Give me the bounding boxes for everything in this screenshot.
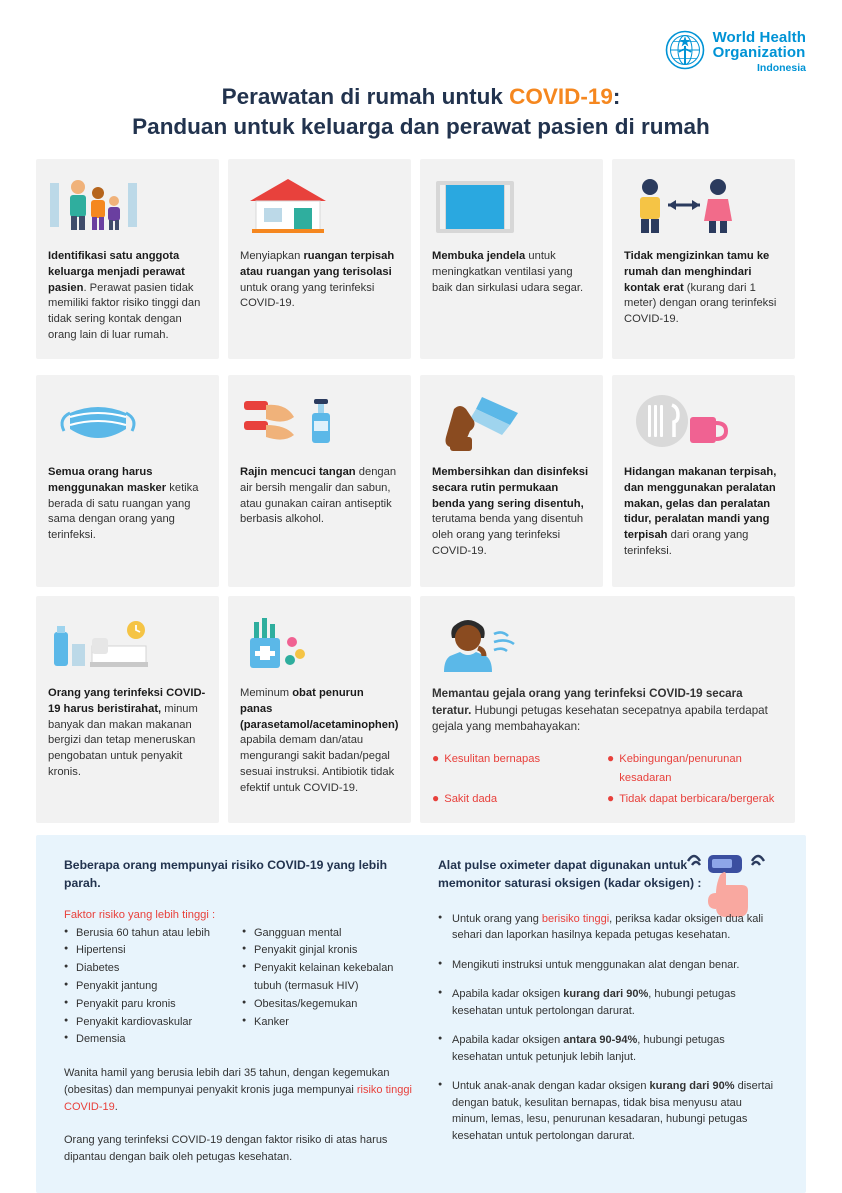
list-item: ● Gangguan mental [242, 925, 412, 943]
header [36, 0, 806, 78]
list-item: ● Kanker [242, 1014, 412, 1032]
symptom-item: ● Kesulitan bernapas [432, 748, 607, 788]
monitor-text: Memantau gejala orang yang terinfeksi COVID-19 secara teratur. Hubungi petugas kesehatan secepatnya apabila terdapat gejala yang membahayakan: [432, 686, 768, 734]
list-item: ● Penyakit kardiovaskular [64, 1014, 224, 1032]
who-line1: World Health [712, 29, 806, 46]
list-item: ● Hipertensi [64, 942, 224, 960]
title-line-1 [36, 82, 806, 112]
who-emblem-icon [665, 30, 705, 70]
title-part-b: : [612, 84, 621, 109]
title-covid: COVID-19 [509, 84, 613, 109]
list-item: ● Diabetes [64, 960, 224, 978]
face-mask-icon [48, 387, 207, 453]
list-item: ● Berusia 60 tahun atau lebih [64, 925, 224, 943]
list-item: ● Penyakit paru kronis [64, 996, 224, 1014]
risk-lists [64, 925, 412, 1050]
card-open-window [420, 159, 603, 359]
card-medicine [228, 596, 411, 823]
oximeter-title: Alat pulse oximeter dapat digunakan untuk memonitor saturasi oksigen (kadar oksigen) : [438, 858, 702, 890]
card-mask [36, 375, 219, 587]
who-logo [665, 30, 806, 73]
separate-room-house-icon [240, 171, 399, 237]
title-line-2: Panduan untuk keluarga dan perawat pasien di rumah [132, 114, 710, 140]
cards-row-2 [36, 375, 806, 587]
card-medicine-text: Meminum obat penurun panas (parasetamol/acetaminophen) apabila demam dan/atau mengurangi sakit badan/pegal sesuai instruksi. Antibiotik tidak efektif untuk COVID-19. [240, 686, 399, 795]
risk-list-2 [242, 925, 412, 1050]
bullet-icon: ● [432, 751, 440, 766]
list-item: ● Untuk orang yang berisiko tinggi, periksa kadar oksigen dua kali sehari dan laporkan hasilnya kepada petugas kesehatan. [438, 911, 778, 944]
oximeter-column [438, 857, 778, 1166]
cards-row-1 [36, 159, 806, 359]
risk-title: Beberapa orang mempunyai risiko COVID-19 yang lebih parah. [64, 858, 388, 890]
list-item: ● Penyakit jantung [64, 978, 224, 996]
list-item: ● Penyakit ginjal kronis [242, 942, 412, 960]
symptom-item: ● Kebingungan/penurunan kesadaran [607, 748, 783, 788]
card-separate-room-text: Menyiapkan ruangan terpisah atau ruangan yang terisolasi untuk orang yang terinfeksi COVID-19. [240, 249, 395, 310]
medicine-fever-icon [240, 608, 399, 674]
card-no-visitors [612, 159, 795, 359]
card-rest [36, 596, 219, 823]
card-no-visitors-text: Tidak mengizinkan tamu ke rumah dan menghindari kontak erat (kurang dari 1 meter) dengan orang terinfeksi COVID-19. [624, 249, 777, 326]
risk-list-1 [64, 925, 224, 1050]
oximeter-list [438, 911, 778, 1145]
list-item: ● Penyakit kelainan kekebalan tubuh (termasuk HIV) [242, 960, 412, 996]
handwash-soap-icon [240, 387, 399, 453]
card-open-window-text: Membuka jendela untuk meningkatkan ventilasi yang baik dan sirkulasi udara segar. [432, 249, 584, 294]
rest-hydration-icon [48, 608, 207, 674]
risk-subtitle: Faktor risiko yang lebih tinggi : [64, 908, 216, 921]
bullet-icon: ● [607, 791, 615, 806]
card-handwash [228, 375, 411, 587]
bullet-icon: ● [432, 791, 440, 806]
card-utensils [612, 375, 795, 587]
open-window-icon [432, 171, 591, 237]
risk-column [64, 857, 412, 1166]
who-line2: Organization [712, 44, 806, 62]
card-caregiver [36, 159, 219, 359]
symptom-list [432, 748, 783, 809]
cards-row-3 [36, 596, 806, 823]
card-clean-surface-text: Membersihkan dan disinfeksi secara rutin permukaan benda yang sering disentuh, terutama benda yang disentuh oleh orang yang terinfeksi COVID-19. [432, 465, 589, 558]
list-item: ● Obesitas/kegemukan [242, 996, 412, 1014]
monitoring-note: Orang yang terinfeksi COVID-19 dengan faktor risiko di atas harus dipantau dengan baik oleh petugas kesehatan. [64, 1134, 388, 1164]
who-country: Indonesia [756, 61, 806, 74]
bottom-panel [36, 835, 806, 1192]
card-clean-surface [420, 375, 603, 587]
list-item: ● Untuk anak-anak dengan kadar oksigen kurang dari 90% disertai dengan batuk, kesulitan bernapas, tidak bisa menyusu atau minum, lemas, lesu, penurunan kesadaran, hubungi petugas kesehatan untuk pertolongan darurat. [438, 1078, 778, 1144]
family-caregiver-icon [48, 171, 207, 237]
card-handwash-text: Rajin mencuci tangan dengan air bersih mengalir dan sabun, atau gunakan cairan antiseptik berbasis alkohol. [240, 465, 397, 526]
list-item: ● Apabila kadar oksigen kurang dari 90%, hubungi petugas kesehatan untuk pertolongan darurat. [438, 986, 778, 1019]
card-monitor-symptoms [420, 596, 795, 823]
separate-utensils-icon [624, 387, 783, 453]
pregnancy-note: Wanita hamil yang berusia lebih dari 35 tahun, dengan kegemukan (obesitas) dan mempunyai penyakit kronis juga mempunyai risiko tinggi COVID-19. [64, 1067, 412, 1114]
page-title [36, 82, 806, 143]
who-wordmark [713, 30, 806, 73]
symptom-item: ● Tidak dapat berbicara/bergerak [607, 788, 783, 809]
no-visitors-distance-icon [624, 171, 783, 237]
card-utensils-text: Hidangan makanan terpisah, dan menggunakan peralatan makan, gelas dan peralatan tidur, peralatan mandi yang terpisah dari orang yang terinfeksi. [624, 465, 777, 558]
title-part-a: Perawatan di rumah untuk [221, 84, 510, 109]
card-mask-text: Semua orang harus menggunakan masker ketika berada di satu ruangan yang sama dengan orang yang terinfeksi. [48, 465, 199, 542]
bullet-icon: ● [607, 751, 615, 766]
list-item: ● Demensia [64, 1031, 224, 1049]
cough-monitor-icon [432, 608, 783, 674]
clean-surface-icon [432, 387, 591, 453]
card-separate-room [228, 159, 411, 359]
list-item: ● Apabila kadar oksigen antara 90-94%, hubungi petugas kesehatan untuk petunjuk lebih lanjut. [438, 1032, 778, 1065]
card-caregiver-text: Identifikasi satu anggota keluarga menjadi perawat pasien. Perawat pasien tidak memiliki faktor risiko tinggi dan tidak sering kontak dengan orang lain di luar rumah. [48, 249, 201, 342]
symptom-item: ● Sakit dada [432, 788, 607, 809]
list-item: ● Mengikuti instruksi untuk menggunakan alat dengan benar. [438, 957, 778, 974]
card-rest-text: Orang yang terinfeksi COVID-19 harus beristirahat, minum banyak dan makan makanan bergizi dan tetap meneruskan pengobatan untuk penyakit kronis. [48, 686, 206, 779]
